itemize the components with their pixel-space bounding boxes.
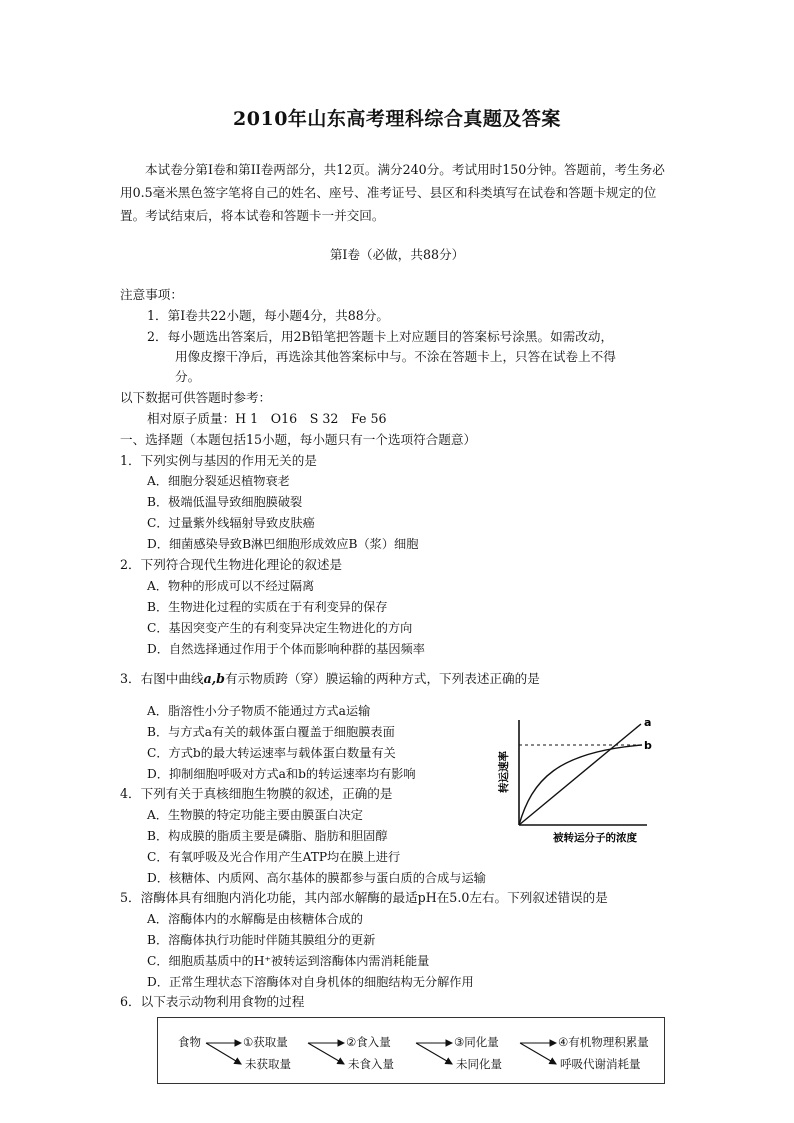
question-5-option-c: C．细胞质基质中的H⁺被转运到溶酶体内需消耗能量 bbox=[147, 954, 430, 968]
curve-a bbox=[519, 724, 641, 825]
notes-heading: 注意事项： bbox=[120, 287, 183, 302]
flow-ingested-amount: ②食入量 bbox=[346, 1035, 391, 1049]
question-2-option-d: D．自然选择通过作用于个体而影响种群的基因频率 bbox=[147, 642, 425, 656]
question-1-stem: 1．下列实例与基因的作用无关的是 bbox=[120, 453, 317, 468]
transport-rate-graph-svg bbox=[497, 710, 667, 845]
flow-respiration-consumption: 呼吸代谢消耗量 bbox=[560, 1057, 641, 1071]
notes-item-1: 1．第Ⅰ卷共22小题，每小题4分，共88分。 bbox=[147, 308, 389, 323]
question-5-option-a: A．溶酶体内的水解酶是由核糖体合成的 bbox=[147, 912, 363, 926]
question-3-option-b: B．与方式a有关的载体蛋白覆盖于细胞膜表面 bbox=[147, 725, 395, 739]
transport-rate-graph bbox=[497, 710, 667, 845]
curve-a-label: a bbox=[644, 716, 652, 729]
flow-food: 食物 bbox=[178, 1035, 201, 1049]
page-title: 2010年山东高考理科综合真题及答案 bbox=[233, 108, 561, 130]
question-5-option-d: D．正常生理状态下溶酶体对自身机体的细胞结构无分解作用 bbox=[147, 975, 474, 989]
flow-not-obtained-amount: 未获取量 bbox=[245, 1057, 291, 1071]
question-1-option-c: C．过量紫外线辐射导致皮肤癌 bbox=[147, 516, 315, 530]
y-axis-label: 转运速率 bbox=[498, 751, 510, 793]
curve-b-label: b bbox=[644, 739, 652, 752]
food-utilization-flow-diagram bbox=[157, 1017, 665, 1084]
question-3-curve-labels: a,b bbox=[203, 671, 225, 686]
part-1-heading: 一、选择题（本题包括15小题，每小题只有一个选项符合题意） bbox=[120, 432, 477, 447]
question-5-option-b: B．溶酶体执行功能时伴随其膜组分的更新 bbox=[147, 933, 376, 947]
reference-heading: 以下数据可供答题时参考： bbox=[120, 390, 272, 405]
question-4-option-c: C．有氧呼吸及光合作用产生ATP均在膜上进行 bbox=[147, 850, 401, 864]
question-3-stem-post: 有示物质跨（穿）膜运输的两种方式，下列表述正确的是 bbox=[224, 671, 540, 686]
flow-arrow-3-bottom bbox=[416, 1043, 452, 1064]
question-2-option-c: C．基因突变产生的有利变异决定生物进化的方向 bbox=[147, 621, 413, 635]
question-6-stem: 6．以下表示动物利用食物的过程 bbox=[120, 994, 305, 1009]
intro-paragraph: 本试卷分第Ⅰ卷和第II卷两部分，共12页。满分240分。考试用时150分钟。答题前，考生务必用0.5毫米黑色签字笔将自己的姓名、座号、准考证号、县区和科类填写在试卷和答题卡规定的位置。考试结束后，将本试卷和答题卡一并交回。 bbox=[120, 162, 665, 223]
curve-b bbox=[519, 745, 642, 825]
question-5-stem: 5．溶酶体具有细胞内消化功能，其内部水解酶的最适pH在5.0左右。下列叙述错误的是 bbox=[120, 890, 608, 905]
question-4-option-b: B．构成膜的脂质主要是磷脂、脂肪和胆固醇 bbox=[147, 829, 388, 843]
flow-arrow-2-bottom bbox=[308, 1043, 344, 1064]
flow-arrow-4-bottom bbox=[520, 1043, 556, 1064]
notes-item-2-line-3: 分。 bbox=[175, 369, 201, 384]
flow-arrow-1-bottom bbox=[206, 1043, 241, 1064]
question-2-option-b: B．生物进化过程的实质在于有利变异的保存 bbox=[147, 600, 388, 614]
flow-organic-accumulation: ④有机物理积累量 bbox=[558, 1035, 649, 1049]
notes-item-2-line-2: 用像皮擦干净后，再选涂其他答案标中与。不涂在答题卡上，只答在试卷上不得 bbox=[175, 349, 616, 364]
flow-assimilated-amount: ③同化量 bbox=[454, 1035, 499, 1049]
question-3-stem bbox=[120, 669, 540, 689]
atomic-masses: 相对原子质量：H 1 O16 S 32 Fe 56 bbox=[147, 411, 387, 426]
flow-not-ingested-amount: 未食入量 bbox=[348, 1057, 394, 1071]
question-4-stem: 4．下列有关于真核细胞生物膜的叙述，正确的是 bbox=[120, 786, 393, 801]
question-4-option-a: A．生物膜的特定功能主要由膜蛋白决定 bbox=[147, 808, 363, 822]
question-1-option-b: B．极端低温导致细胞膜破裂 bbox=[147, 495, 303, 509]
flow-not-assimilated-amount: 未同化量 bbox=[456, 1057, 502, 1071]
question-4-option-d: D．核糖体、内质网、高尔基体的膜都参与蛋白质的合成与运输 bbox=[147, 871, 486, 885]
x-axis-label: 被转运分子的浓度 bbox=[553, 832, 637, 844]
flow-obtained-amount: ①获取量 bbox=[243, 1035, 288, 1049]
question-3-option-a: A．脂溶性小分子物质不能通过方式a运输 bbox=[147, 704, 371, 718]
question-1-option-d: D．细菌感染导致B淋巴细胞形成效应B（浆）细胞 bbox=[147, 537, 419, 551]
question-1-option-a: A．细胞分裂延迟植物衰老 bbox=[147, 474, 290, 488]
question-2-option-a: A．物种的形成可以不经过隔离 bbox=[147, 579, 315, 593]
question-3-option-d: D．抑制细胞呼吸对方式a和b的转运速率均有影响 bbox=[147, 767, 416, 781]
food-utilization-flow-svg bbox=[158, 1018, 663, 1082]
notes-item-2-line-1: 2．每小题选出答案后，用2B铅笔把答题卡上对应题目的答案标号涂黑。如需改动， bbox=[147, 329, 614, 344]
question-3-option-c: C．方式b的最大转运速率与载体蛋白数量有关 bbox=[147, 746, 396, 760]
question-2-stem: 2．下列符合现代生物进化理论的叙述是 bbox=[120, 557, 343, 572]
section-heading: 第Ⅰ卷（必做，共88分） bbox=[329, 247, 465, 262]
question-3-stem-pre: 3．右图中曲线 bbox=[120, 671, 204, 686]
